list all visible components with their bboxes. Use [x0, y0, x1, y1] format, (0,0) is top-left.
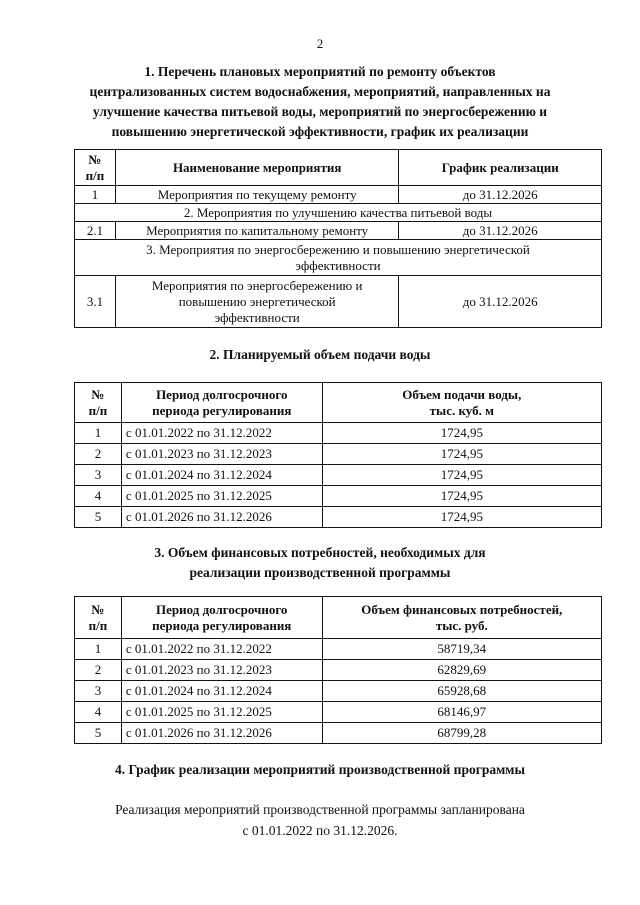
- header-value: Объем финансовых потребностей, тыс. руб.: [322, 597, 601, 639]
- row-name: Мероприятия по текущему ремонту: [115, 186, 398, 204]
- header-schedule: График реализации: [399, 150, 602, 186]
- section3-title-line: реализации производственной программы: [189, 565, 451, 580]
- row-value: 68146,97: [322, 702, 601, 723]
- row-num: 5: [75, 507, 122, 528]
- table-header-row: [75, 597, 602, 639]
- group-title: 2. Мероприятия по улучшению качества питьевой воды: [75, 204, 602, 222]
- table-header-row: [75, 383, 602, 423]
- section3-title: [0, 543, 640, 583]
- row-period: с 01.01.2024 по 31.12.2024: [121, 681, 322, 702]
- row-schedule: до 31.12.2026: [399, 276, 602, 328]
- row-name: Мероприятия по энергосбережению и повышению энергетической эффективности: [115, 276, 398, 328]
- page-number: 2: [316, 36, 324, 51]
- row-schedule: до 31.12.2026: [399, 222, 602, 240]
- header-num: № п/п: [75, 597, 122, 639]
- row-period: с 01.01.2026 по 31.12.2026: [121, 723, 322, 744]
- row-num: 5: [75, 723, 122, 744]
- section1-title-line: 1. Перечень плановых мероприятий по ремонту объектов: [144, 64, 496, 79]
- table-row: [75, 465, 602, 486]
- section4-title: 4. График реализации мероприятий производственной программы: [114, 762, 526, 777]
- header-value: Объем подачи воды, тыс. куб. м: [322, 383, 601, 423]
- header-period: Период долгосрочного периода регулирования: [121, 597, 322, 639]
- row-num: 4: [75, 702, 122, 723]
- table-row: [75, 723, 602, 744]
- row-value: 1724,95: [322, 507, 601, 528]
- table-row: [75, 660, 602, 681]
- financial-needs-table: [74, 596, 602, 744]
- row-period: с 01.01.2025 по 31.12.2025: [121, 702, 322, 723]
- row-num: 4: [75, 486, 122, 507]
- header-num: № п/п: [75, 150, 116, 186]
- row-num: 3: [75, 465, 122, 486]
- row-value: 68799,28: [322, 723, 601, 744]
- table-row: [75, 186, 602, 204]
- row-value: 1724,95: [322, 465, 601, 486]
- row-period: с 01.01.2024 по 31.12.2024: [121, 465, 322, 486]
- row-num: 2: [75, 660, 122, 681]
- row-num: 1: [75, 639, 122, 660]
- measures-table: [74, 149, 602, 328]
- row-value: 62829,69: [322, 660, 601, 681]
- section3-title-line: 3. Объем финансовых потребностей, необходимых для: [154, 545, 486, 560]
- row-period: с 01.01.2022 по 31.12.2022: [121, 423, 322, 444]
- group-title: 3. Мероприятия по энергосбережению и повышению энергетической эффективности: [75, 240, 602, 276]
- row-num: 2.1: [75, 222, 116, 240]
- row-schedule: до 31.12.2026: [399, 186, 602, 204]
- row-name: Мероприятия по капитальному ремонту: [115, 222, 398, 240]
- row-period: с 01.01.2023 по 31.12.2023: [121, 660, 322, 681]
- row-period: с 01.01.2025 по 31.12.2025: [121, 486, 322, 507]
- section1-title-line: повышению энергетической эффективности, график их реализации: [111, 124, 529, 139]
- row-value: 1724,95: [322, 423, 601, 444]
- row-num: 3: [75, 681, 122, 702]
- row-period: с 01.01.2022 по 31.12.2022: [121, 639, 322, 660]
- group-row: [75, 240, 602, 276]
- table-row: [75, 702, 602, 723]
- section1-title: [0, 62, 640, 142]
- row-num: 1: [75, 423, 122, 444]
- table-row: [75, 423, 602, 444]
- table-row: [75, 639, 602, 660]
- table-row: [75, 222, 602, 240]
- table-row: [75, 507, 602, 528]
- row-value: 1724,95: [322, 444, 601, 465]
- row-num: 1: [75, 186, 116, 204]
- table-row: [75, 486, 602, 507]
- section2-title: 2. Планируемый объем подачи воды: [209, 347, 431, 362]
- row-value: 58719,34: [322, 639, 601, 660]
- section4-paragraph: [0, 799, 640, 841]
- row-num: 3.1: [75, 276, 116, 328]
- group-row: [75, 204, 602, 222]
- header-num: № п/п: [75, 383, 122, 423]
- section1-title-line: улучшение качества питьевой воды, мероприятий по энергосбережению и: [92, 104, 548, 119]
- header-period: Период долгосрочного периода регулирования: [121, 383, 322, 423]
- row-value: 1724,95: [322, 486, 601, 507]
- header-name: Наименование мероприятия: [115, 150, 398, 186]
- row-value: 65928,68: [322, 681, 601, 702]
- water-volume-table: [74, 382, 602, 528]
- row-num: 2: [75, 444, 122, 465]
- section1-title-line: централизованных систем водоснабжения, мероприятий, направленных на: [89, 84, 551, 99]
- table-row: [75, 681, 602, 702]
- table-row: [75, 276, 602, 328]
- table-row: [75, 444, 602, 465]
- paragraph-line: Реализация мероприятий производственной программы запланирована: [115, 802, 525, 817]
- paragraph-line: с 01.01.2022 по 31.12.2026.: [242, 823, 398, 838]
- table-header-row: [75, 150, 602, 186]
- row-period: с 01.01.2023 по 31.12.2023: [121, 444, 322, 465]
- row-period: с 01.01.2026 по 31.12.2026: [121, 507, 322, 528]
